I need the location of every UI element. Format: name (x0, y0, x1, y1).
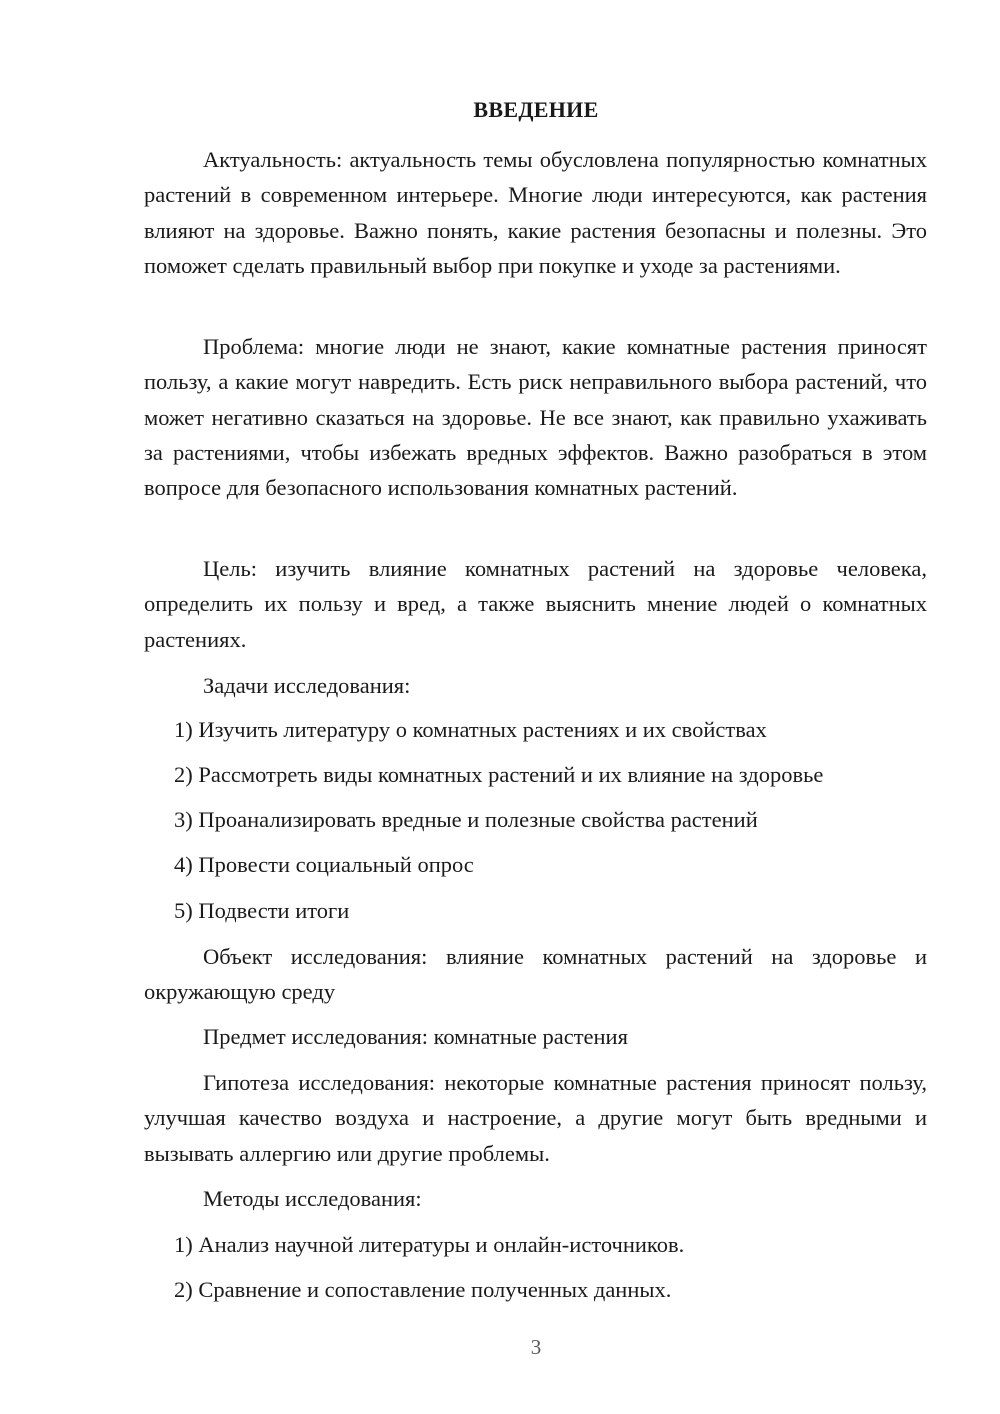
method-item: 1) Анализ научной литературы и онлайн-источников. (174, 1232, 685, 1257)
method-item: 2) Сравнение и сопоставление полученных данных. (174, 1277, 672, 1302)
subject-line: Предмет исследования: комнатные растения (203, 1024, 628, 1049)
task-item: 5) Подвести итоги (174, 898, 350, 923)
tasks-heading: Задачи исследования: (203, 673, 411, 698)
section-title: ВВЕДЕНИЕ (473, 97, 599, 122)
task-item: 1) Изучить литературу о комнатных растениях и их свойствах (174, 717, 767, 742)
methods-heading: Методы исследования: (203, 1186, 422, 1211)
relevance-paragraph: Актуальность: актуальность темы обусловлена популярностью комнатных растений в современном интерьере. Многие люди интересуются, как растения влияют на здоровье. Важно понять, какие растения безопасны и полезны. Это поможет сделать правильный выбор при покупке и уходе за растениями. (144, 147, 927, 278)
goal-paragraph: Цель: изучить влияние комнатных растений на здоровье человека, определить их пользу и вред, а также выяснить мнение людей о комнатных растениях. (144, 556, 927, 652)
hypothesis-paragraph: Гипотеза исследования: некоторые комнатные растения приносят пользу, улучшая качество воздуха и настроение, а другие могут быть вредными и вызывать аллергию или другие проблемы. (144, 1070, 927, 1166)
task-item: 2) Рассмотреть виды комнатных растений и их влияние на здоровье (174, 762, 824, 787)
object-paragraph: Объект исследования: влияние комнатных растений на здоровье и окружающую среду (144, 944, 927, 1005)
page-number: 3 (530, 1335, 542, 1359)
task-item: 4) Провести социальный опрос (174, 852, 474, 877)
task-item: 3) Проанализировать вредные и полезные свойства растений (174, 807, 758, 832)
problem-paragraph: Проблема: многие люди не знают, какие комнатные растения приносят пользу, а какие могут навредить. Есть риск неправильного выбора растений, что может негативно сказаться на здоровье. Не все знают, как правильно ухаживать за растениями, чтобы избежать вредных эффектов. Важно разобраться в этом вопросе для безопасного использования комнатных растений. (144, 334, 927, 501)
